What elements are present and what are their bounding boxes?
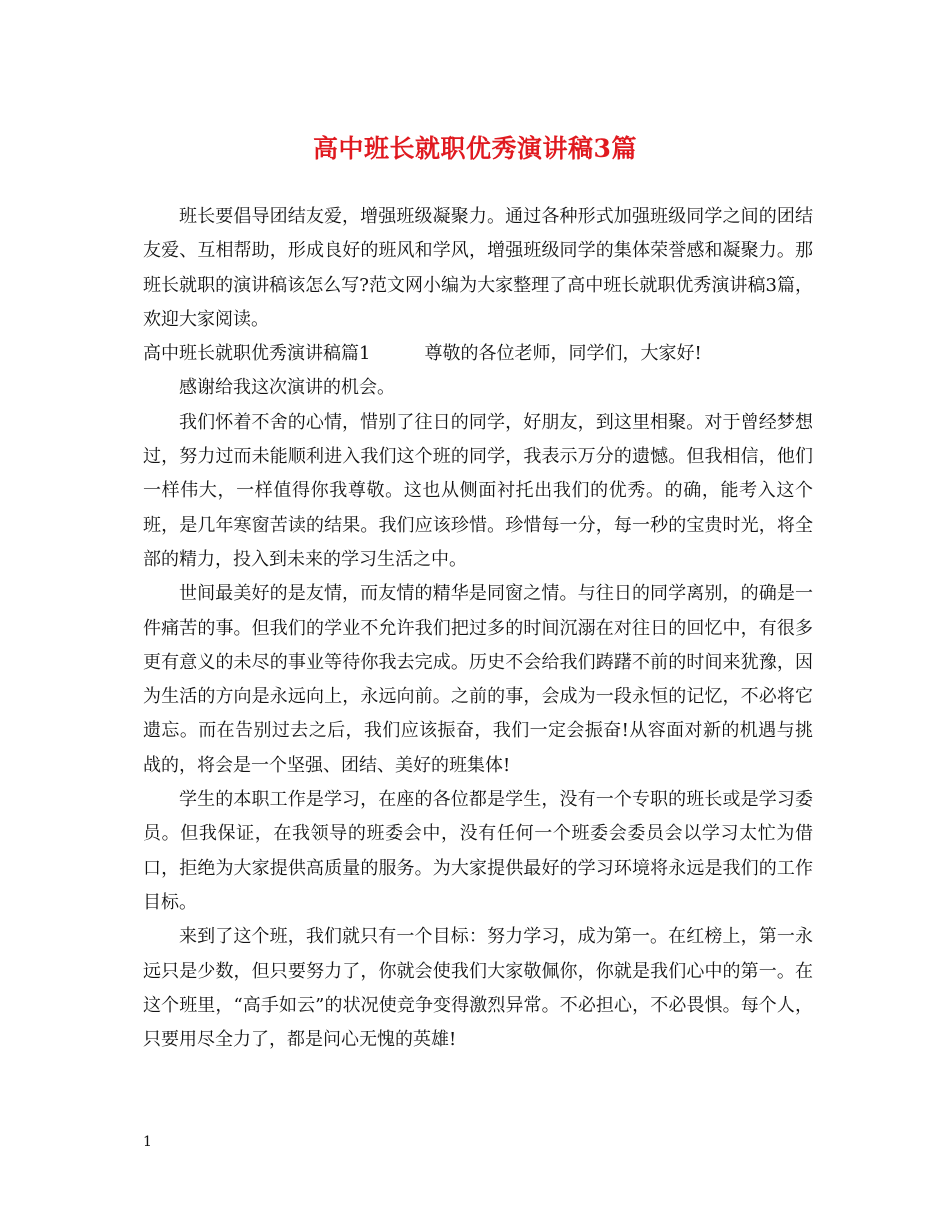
section-heading-line [143,337,813,371]
document-body [143,200,813,1057]
body-paragraph: 感谢给我这次演讲的机会。 [179,377,395,399]
body-paragraph: 学生的本职工作是学习，在座的各位都是学生，没有一个专职的班长或是学习委员。但我保证，在我领导的班委会中，没有任何一个班委会委员会以学习太忙为借口，拒绝为大家提供高质量的服务。为大家提供最好的学习环境将永远是我们的工作目标。 [143,789,813,913]
intro-paragraph: 班长要倡导团结友爱，增强班级凝聚力。通过各种形式加强班级同学之间的团结友爱、互相帮助，形成良好的班风和学风，增强班级同学的集体荣誉感和凝聚力。那班长就职的演讲稿该怎么写?范文网小编为大家整理了高中班长就职优秀演讲稿3篇，欢迎大家阅读。 [143,206,813,330]
body-paragraph: 我们怀着不舍的心情，惜别了往日的同学，好朋友，到这里相聚。对于曾经梦想过，努力过而未能顺利进入我们这个班的同学，我表示万分的遗憾。但我相信，他们一样伟大，一样值得你我尊敬。这也从侧面衬托出我们的优秀。的确，能考入这个班，是几年寒窗苦读的结果。我们应该珍惜。珍惜每一分，每一秒的宝贵时光，将全部的精力，投入到未来的学习生活之中。 [143,411,813,570]
document-title: 高中班长就职优秀演讲稿3篇 [313,134,637,163]
greeting: 尊敬的各位老师，同学们，大家好! [424,343,702,365]
section-heading: 高中班长就职优秀演讲稿篇1 [143,343,371,365]
body-paragraph: 来到了这个班，我们就只有一个目标：努力学习，成为第一。在红榜上，第一永远只是少数，但只要努力了，你就会使我们大家敬佩你，你就是我们心中的第一。在这个班里，“高手如云”的状况使竞争变得激烈异常。不必担心，不必畏惧。每个人，只要用尽全力了，都是问心无愧的英雄! [143,926,813,1051]
body-paragraph: 世间最美好的是友情，而友情的精华是同窗之情。与往日的同学离别，的确是一件痛苦的事。但我们的学业不允许我们把过多的时间沉溺在对往日的回忆中，有很多更有意义的未尽的事业等待你我去完成。历史不会给我们踌躇不前的时间来犹豫，因为生活的方向是永远向上，永远向前。之前的事，会成为一段永恒的记忆，不必将它遗忘。而在告别过去之后，我们应该振奋，我们一定会振奋!从容面对新的机遇与挑战的，将会是一个坚强、团结、美好的班集体! [143,583,813,776]
page-number: 1 [143,1134,152,1150]
